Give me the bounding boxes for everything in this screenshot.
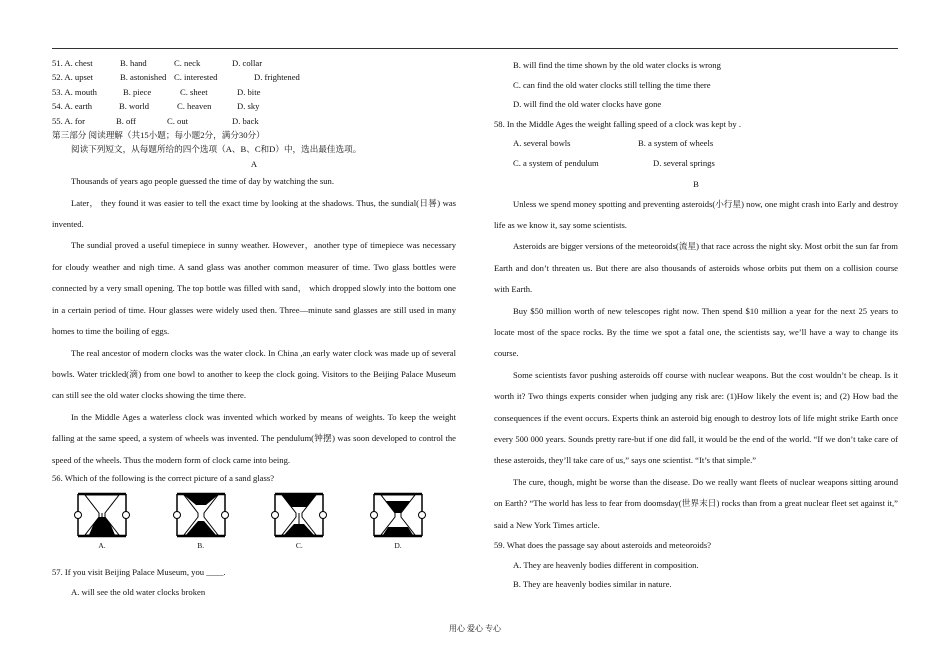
- paragraph: The cure, though, might be worse than the disease. Do we really want fleets of nuclear weapons sitting around on Earth? “The world has less to fear from doomsday(世界末日) rocks than from a great nuclear fleet set against it,” said a New York Times article.: [494, 476, 898, 530]
- option-57-b: B. will find the time shown by the old water clocks is wrong: [513, 60, 721, 70]
- right-column: [494, 56, 898, 595]
- options-58-cd: C. a system of pendulum D. several springs: [513, 157, 715, 168]
- option-59-a: A. They are heavenly bodies different in composition.: [513, 559, 699, 570]
- question-57: 57. If you visit Beijing Palace Museum, you ____.: [52, 567, 226, 578]
- paragraph: In the Middle Ages a waterless clock was invented which worked by means of weights. To keep the weight falling at the same speed, a system of wheels was invented. The pendulum(钟摆) was soon developed to control the speed of the wheels. Thus the modern form of clock came into being.: [52, 411, 456, 465]
- option-57-d: D. will find the old water clocks have gone: [513, 99, 662, 110]
- paragraph: Buy $50 million worth of new telescopes right now. Then spend $10 million a year for the next 25 years to locate most of the space rocks. By the time we spot a fatal one, the scientists say, we’ll have a way to change its course.: [494, 305, 898, 359]
- question-53: 53. A. mouth B. piece C. sheet D. bite: [52, 86, 261, 97]
- passage-b-label: B: [693, 178, 699, 189]
- question-58: 58. In the Middle Ages the weight falling speed of a clock was kept by .: [494, 118, 742, 129]
- question-52: 52. A. upset B. astonished C. interested D. frightened: [52, 72, 300, 83]
- sand-glass-d-icon: [366, 491, 430, 539]
- question-55: 55. A. for B. off C. out D. back: [52, 115, 259, 126]
- question-51: 51. A. chest B. hand C. neck D. collar: [52, 58, 263, 68]
- passage-a-label: A: [250, 158, 258, 169]
- sand-glass-option-c: [267, 491, 331, 551]
- sand-glass-option-b: [169, 491, 233, 551]
- sand-glass-b-icon: [169, 491, 233, 539]
- sand-glass-options: [70, 491, 430, 551]
- section-heading: 第三部分 阅读理解（共15小题；每小题2分，满分30分）: [52, 130, 265, 141]
- paragraph: The real ancestor of modern clocks was the water clock. In China ,an early water clock was made up of several bowls. Water trickled(滴) from one bowl to another to keep the clock going. Visitors to the Beijing Palace Museum can still see the old water clocks showing the time there.: [52, 347, 456, 401]
- option-57-a: A. will see the old water clocks broken: [71, 586, 206, 597]
- sand-glass-label: B.: [197, 541, 205, 551]
- page-footer: 用心 爱心 专心: [449, 624, 501, 633]
- paragraph: Asteroids are bigger versions of the meteoroids(流星) that race across the night sky. Most orbit the sun far from Earth and don’t threaten us. But there are also thousands of asteroids whose orbits put them on a collision course with Earth.: [494, 241, 898, 295]
- paragraph: Unless we spend money spotting and preventing asteroids(小行星) now, one might crash into Early and destroy life as we know it, say some scientists.: [494, 198, 898, 230]
- left-column: [52, 56, 456, 599]
- sand-glass-label: D.: [394, 541, 402, 551]
- question-59: 59. What does the passage say about asteroids and meteoroids?: [494, 540, 712, 551]
- sand-glass-option-a: [70, 491, 134, 551]
- paragraph: Thousands of years ago people guessed the time of day by watching the sun.: [71, 176, 334, 187]
- sand-glass-option-d: [366, 491, 430, 551]
- paragraph: Some scientists favor pushing asteroids off course with nuclear weapons. But the cost wouldn’t be cheap. Is it worth it? Two things experts consider when judging any risk are: (1)How likely the event is; and (2) How bad the consequences if the event occurs. Experts think an asteroid big enough to destroy lots of life might strike Earth once every 500 000 years. Sounds pretty rare-but if one did fall, it would be the end of the world. “If we don’t take care of these asteroids, they’ll take care of us,” says one scientist. “It’s that simple.”: [494, 369, 898, 466]
- instruction: 阅读下列短文，从每题所给的四个选项（A、B、C和D）中，选出最佳选项。: [71, 144, 362, 155]
- sand-glass-a-icon: [70, 491, 134, 539]
- paragraph: Later， they found it was easier to tell the exact time by looking at the shadows. Thus, the sundial(日晷) was invented.: [52, 197, 456, 230]
- question-56: 56. Which of the following is the correct picture of a sand glass?: [52, 472, 275, 483]
- option-57-c: C. can find the old water clocks still telling the time there: [513, 79, 711, 90]
- sand-glass-label: C.: [295, 541, 303, 551]
- paragraph: The sundial proved a useful timepiece in sunny weather. However，another type of timepiece was necessary for cloudy weather and nigh time. A sand glass was another common measurer of time. Two glass bottles were connected by a very small opening. The top bottle was filled with sand， which dropped slowly into the bottom one in a certain period of time. Hour glasses were widely used then. Three—minute sand glasses are still used in many homes to time the boiling of eggs.: [52, 240, 456, 337]
- sand-glass-label: A.: [98, 541, 106, 551]
- option-59-b: B. They are heavenly bodies similar in nature.: [513, 579, 672, 590]
- header-rule: [52, 48, 898, 49]
- question-54: 54. A. earth B. world C. heaven D. sky: [52, 101, 260, 112]
- sand-glass-c-icon: [267, 491, 331, 539]
- options-58-ab: A. several bowls B. a system of wheels: [513, 138, 714, 149]
